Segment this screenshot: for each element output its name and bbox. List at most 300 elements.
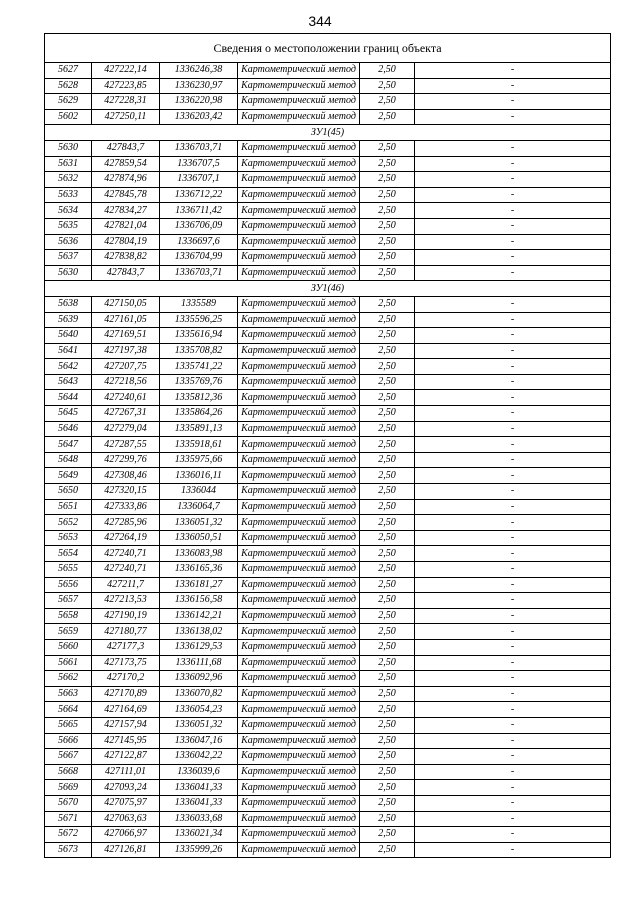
x-coordinate-cell: 427161,05 xyxy=(92,312,160,328)
description-cell: - xyxy=(415,655,611,671)
table-row xyxy=(45,499,611,515)
y-coordinate-cell: 1336707,5 xyxy=(160,156,238,172)
x-coordinate-cell: 427308,46 xyxy=(92,468,160,484)
y-coordinate-cell: 1336697,6 xyxy=(160,234,238,250)
point-number-cell: 5640 xyxy=(45,328,92,344)
y-coordinate-cell: 1335708,82 xyxy=(160,343,238,359)
x-coordinate-cell: 427223,85 xyxy=(92,78,160,94)
y-coordinate-cell: 1336042,22 xyxy=(160,749,238,765)
method-cell: Картометрический метод xyxy=(238,764,360,780)
accuracy-cell: 2,50 xyxy=(360,842,415,858)
point-number-cell: 5645 xyxy=(45,406,92,422)
y-coordinate-cell: 1336711,42 xyxy=(160,203,238,219)
point-number-cell: 5655 xyxy=(45,562,92,578)
table-row xyxy=(45,359,611,375)
point-number-cell: 5630 xyxy=(45,140,92,156)
method-cell: Картометрический метод xyxy=(238,671,360,687)
y-coordinate-cell: 1336051,32 xyxy=(160,717,238,733)
table-row xyxy=(45,764,611,780)
method-cell: Картометрический метод xyxy=(238,795,360,811)
point-number-cell: 5637 xyxy=(45,250,92,266)
method-cell: Картометрический метод xyxy=(238,234,360,250)
method-cell: Картометрический метод xyxy=(238,827,360,843)
y-coordinate-cell: 1336703,71 xyxy=(160,140,238,156)
accuracy-cell: 2,50 xyxy=(360,515,415,531)
y-coordinate-cell: 1336246,38 xyxy=(160,63,238,79)
description-cell: - xyxy=(415,63,611,79)
table-row xyxy=(45,406,611,422)
table-row xyxy=(45,187,611,203)
description-cell: - xyxy=(415,764,611,780)
point-number-cell: 5659 xyxy=(45,624,92,640)
method-cell: Картометрический метод xyxy=(238,94,360,110)
method-cell: Картометрический метод xyxy=(238,717,360,733)
table-row xyxy=(45,265,611,281)
description-cell: - xyxy=(415,94,611,110)
x-coordinate-cell: 427075,97 xyxy=(92,795,160,811)
method-cell: Картометрический метод xyxy=(238,250,360,266)
y-coordinate-cell: 1335812,36 xyxy=(160,390,238,406)
table-row xyxy=(45,655,611,671)
y-coordinate-cell: 1336083,98 xyxy=(160,546,238,562)
point-number-cell: 5652 xyxy=(45,515,92,531)
table-row xyxy=(45,421,611,437)
accuracy-cell: 2,50 xyxy=(360,94,415,110)
accuracy-cell: 2,50 xyxy=(360,296,415,312)
x-coordinate-cell: 427285,96 xyxy=(92,515,160,531)
section-row xyxy=(45,281,611,297)
accuracy-cell: 2,50 xyxy=(360,530,415,546)
table-caption: Сведения о местоположении границ объекта xyxy=(45,34,611,63)
x-coordinate-cell: 427177,3 xyxy=(92,639,160,655)
description-cell: - xyxy=(415,187,611,203)
point-number-cell: 5642 xyxy=(45,359,92,375)
accuracy-cell: 2,50 xyxy=(360,639,415,655)
page-number: 344 xyxy=(308,13,332,29)
accuracy-cell: 2,50 xyxy=(360,827,415,843)
description-cell: - xyxy=(415,484,611,500)
table-row xyxy=(45,671,611,687)
y-coordinate-cell: 1336220,98 xyxy=(160,94,238,110)
method-cell: Картометрический метод xyxy=(238,686,360,702)
method-cell: Картометрический метод xyxy=(238,484,360,500)
x-coordinate-cell: 427126,81 xyxy=(92,842,160,858)
method-cell: Картометрический метод xyxy=(238,452,360,468)
description-cell: - xyxy=(415,624,611,640)
method-cell: Картометрический метод xyxy=(238,546,360,562)
y-coordinate-cell: 1336051,32 xyxy=(160,515,238,531)
x-coordinate-cell: 427222,14 xyxy=(92,63,160,79)
description-cell: - xyxy=(415,686,611,702)
accuracy-cell: 2,50 xyxy=(360,733,415,749)
table-row xyxy=(45,234,611,250)
point-number-cell: 5639 xyxy=(45,312,92,328)
point-number-cell: 5627 xyxy=(45,63,92,79)
accuracy-cell: 2,50 xyxy=(360,702,415,718)
table-row xyxy=(45,343,611,359)
x-coordinate-cell: 427279,04 xyxy=(92,421,160,437)
table-row xyxy=(45,546,611,562)
point-number-cell: 5630 xyxy=(45,265,92,281)
point-number-cell: 5669 xyxy=(45,780,92,796)
description-cell: - xyxy=(415,468,611,484)
point-number-cell: 5663 xyxy=(45,686,92,702)
table-row xyxy=(45,639,611,655)
method-cell: Картометрический метод xyxy=(238,359,360,375)
description-cell: - xyxy=(415,218,611,234)
description-cell: - xyxy=(415,733,611,749)
y-coordinate-cell: 1336181,27 xyxy=(160,577,238,593)
accuracy-cell: 2,50 xyxy=(360,359,415,375)
y-coordinate-cell: 1336707,1 xyxy=(160,172,238,188)
y-coordinate-cell: 1336041,33 xyxy=(160,780,238,796)
point-number-cell: 5635 xyxy=(45,218,92,234)
point-number-cell: 5632 xyxy=(45,172,92,188)
description-cell: - xyxy=(415,421,611,437)
y-coordinate-cell: 1336050,51 xyxy=(160,530,238,546)
accuracy-cell: 2,50 xyxy=(360,406,415,422)
method-cell: Картометрический метод xyxy=(238,624,360,640)
point-number-cell: 5651 xyxy=(45,499,92,515)
y-coordinate-cell: 1335769,76 xyxy=(160,374,238,390)
method-cell: Картометрический метод xyxy=(238,468,360,484)
method-cell: Картометрический метод xyxy=(238,733,360,749)
x-coordinate-cell: 427843,7 xyxy=(92,140,160,156)
accuracy-cell: 2,50 xyxy=(360,562,415,578)
accuracy-cell: 2,50 xyxy=(360,468,415,484)
accuracy-cell: 2,50 xyxy=(360,452,415,468)
table-row xyxy=(45,686,611,702)
point-number-cell: 5653 xyxy=(45,530,92,546)
method-cell: Картометрический метод xyxy=(238,63,360,79)
accuracy-cell: 2,50 xyxy=(360,390,415,406)
y-coordinate-cell: 1336704,99 xyxy=(160,250,238,266)
point-number-cell: 5661 xyxy=(45,655,92,671)
x-coordinate-cell: 427207,75 xyxy=(92,359,160,375)
accuracy-cell: 2,50 xyxy=(360,811,415,827)
description-cell: - xyxy=(415,780,611,796)
point-number-cell: 5656 xyxy=(45,577,92,593)
description-cell: - xyxy=(415,749,611,765)
table-row xyxy=(45,515,611,531)
point-number-cell: 5673 xyxy=(45,842,92,858)
y-coordinate-cell: 1336230,97 xyxy=(160,78,238,94)
description-cell: - xyxy=(415,140,611,156)
method-cell: Картометрический метод xyxy=(238,203,360,219)
accuracy-cell: 2,50 xyxy=(360,374,415,390)
method-cell: Картометрический метод xyxy=(238,343,360,359)
point-number-cell: 5641 xyxy=(45,343,92,359)
description-cell: - xyxy=(415,530,611,546)
x-coordinate-cell: 427821,04 xyxy=(92,218,160,234)
point-number-cell: 5664 xyxy=(45,702,92,718)
x-coordinate-cell: 427299,76 xyxy=(92,452,160,468)
x-coordinate-cell: 427211,7 xyxy=(92,577,160,593)
y-coordinate-cell: 1336044 xyxy=(160,484,238,500)
y-coordinate-cell: 1336142,21 xyxy=(160,608,238,624)
point-number-cell: 5650 xyxy=(45,484,92,500)
table-row xyxy=(45,63,611,79)
y-coordinate-cell: 1336033,68 xyxy=(160,811,238,827)
accuracy-cell: 2,50 xyxy=(360,546,415,562)
table-row xyxy=(45,468,611,484)
table-row xyxy=(45,484,611,500)
description-cell: - xyxy=(415,562,611,578)
y-coordinate-cell: 1336111,68 xyxy=(160,655,238,671)
table-row xyxy=(45,842,611,858)
accuracy-cell: 2,50 xyxy=(360,593,415,609)
y-coordinate-cell: 1335616,94 xyxy=(160,328,238,344)
y-coordinate-cell: 1336016,11 xyxy=(160,468,238,484)
point-number-cell: 5666 xyxy=(45,733,92,749)
x-coordinate-cell: 427170,89 xyxy=(92,686,160,702)
description-cell: - xyxy=(415,499,611,515)
x-coordinate-cell: 427180,77 xyxy=(92,624,160,640)
description-cell: - xyxy=(415,639,611,655)
description-cell: - xyxy=(415,608,611,624)
x-coordinate-cell: 427157,94 xyxy=(92,717,160,733)
x-coordinate-cell: 427145,95 xyxy=(92,733,160,749)
accuracy-cell: 2,50 xyxy=(360,328,415,344)
point-number-cell: 5636 xyxy=(45,234,92,250)
accuracy-cell: 2,50 xyxy=(360,140,415,156)
y-coordinate-cell: 1336021,34 xyxy=(160,827,238,843)
x-coordinate-cell: 427267,31 xyxy=(92,406,160,422)
description-cell: - xyxy=(415,546,611,562)
y-coordinate-cell: 1336054,23 xyxy=(160,702,238,718)
description-cell: - xyxy=(415,234,611,250)
table-row xyxy=(45,749,611,765)
table-row xyxy=(45,109,611,125)
point-number-cell: 5628 xyxy=(45,78,92,94)
method-cell: Картометрический метод xyxy=(238,608,360,624)
x-coordinate-cell: 427333,86 xyxy=(92,499,160,515)
method-cell: Картометрический метод xyxy=(238,702,360,718)
point-number-cell: 5602 xyxy=(45,109,92,125)
x-coordinate-cell: 427874,96 xyxy=(92,172,160,188)
x-coordinate-cell: 427804,19 xyxy=(92,234,160,250)
x-coordinate-cell: 427173,75 xyxy=(92,655,160,671)
accuracy-cell: 2,50 xyxy=(360,795,415,811)
accuracy-cell: 2,50 xyxy=(360,686,415,702)
y-coordinate-cell: 1335741,22 xyxy=(160,359,238,375)
table-row xyxy=(45,452,611,468)
y-coordinate-cell: 1336706,09 xyxy=(160,218,238,234)
point-number-cell: 5647 xyxy=(45,437,92,453)
description-cell: - xyxy=(415,328,611,344)
method-cell: Картометрический метод xyxy=(238,842,360,858)
table-row xyxy=(45,374,611,390)
method-cell: Картометрический метод xyxy=(238,515,360,531)
x-coordinate-cell: 427845,78 xyxy=(92,187,160,203)
x-coordinate-cell: 427063,63 xyxy=(92,811,160,827)
method-cell: Картометрический метод xyxy=(238,328,360,344)
y-coordinate-cell: 1336092,96 xyxy=(160,671,238,687)
table-row xyxy=(45,390,611,406)
x-coordinate-cell: 427250,11 xyxy=(92,109,160,125)
x-coordinate-cell: 427093,24 xyxy=(92,780,160,796)
point-number-cell: 5660 xyxy=(45,639,92,655)
y-coordinate-cell: 1335596,25 xyxy=(160,312,238,328)
x-coordinate-cell: 427197,38 xyxy=(92,343,160,359)
table-row xyxy=(45,811,611,827)
point-number-cell: 5631 xyxy=(45,156,92,172)
method-cell: Картометрический метод xyxy=(238,406,360,422)
method-cell: Картометрический метод xyxy=(238,780,360,796)
accuracy-cell: 2,50 xyxy=(360,437,415,453)
table-row xyxy=(45,733,611,749)
y-coordinate-cell: 1335864,26 xyxy=(160,406,238,422)
x-coordinate-cell: 427320,15 xyxy=(92,484,160,500)
description-cell: - xyxy=(415,343,611,359)
description-cell: - xyxy=(415,390,611,406)
x-coordinate-cell: 427264,19 xyxy=(92,530,160,546)
x-coordinate-cell: 427164,69 xyxy=(92,702,160,718)
x-coordinate-cell: 427859,54 xyxy=(92,156,160,172)
y-coordinate-cell: 1336041,33 xyxy=(160,795,238,811)
method-cell: Картометрический метод xyxy=(238,562,360,578)
point-number-cell: 5667 xyxy=(45,749,92,765)
table-row xyxy=(45,203,611,219)
point-number-cell: 5648 xyxy=(45,452,92,468)
method-cell: Картометрический метод xyxy=(238,312,360,328)
description-cell: - xyxy=(415,702,611,718)
description-cell: - xyxy=(415,359,611,375)
point-number-cell: 5658 xyxy=(45,608,92,624)
table-row xyxy=(45,530,611,546)
method-cell: Картометрический метод xyxy=(238,577,360,593)
method-cell: Картометрический метод xyxy=(238,140,360,156)
point-number-cell: 5668 xyxy=(45,764,92,780)
point-number-cell: 5662 xyxy=(45,671,92,687)
description-cell: - xyxy=(415,437,611,453)
description-cell: - xyxy=(415,374,611,390)
x-coordinate-cell: 427111,01 xyxy=(92,764,160,780)
description-cell: - xyxy=(415,577,611,593)
accuracy-cell: 2,50 xyxy=(360,343,415,359)
description-cell: - xyxy=(415,452,611,468)
accuracy-cell: 2,50 xyxy=(360,671,415,687)
description-cell: - xyxy=(415,671,611,687)
x-coordinate-cell: 427240,71 xyxy=(92,562,160,578)
y-coordinate-cell: 1336039,6 xyxy=(160,764,238,780)
description-cell: - xyxy=(415,78,611,94)
x-coordinate-cell: 427150,05 xyxy=(92,296,160,312)
point-number-cell: 5629 xyxy=(45,94,92,110)
point-number-cell: 5654 xyxy=(45,546,92,562)
description-cell: - xyxy=(415,265,611,281)
y-coordinate-cell: 1335975,66 xyxy=(160,452,238,468)
table-row xyxy=(45,593,611,609)
point-number-cell: 5657 xyxy=(45,593,92,609)
table-row xyxy=(45,717,611,733)
x-coordinate-cell: 427213,53 xyxy=(92,593,160,609)
method-cell: Картометрический метод xyxy=(238,78,360,94)
x-coordinate-cell: 427218,56 xyxy=(92,374,160,390)
description-cell: - xyxy=(415,842,611,858)
method-cell: Картометрический метод xyxy=(238,593,360,609)
accuracy-cell: 2,50 xyxy=(360,187,415,203)
method-cell: Картометрический метод xyxy=(238,530,360,546)
x-coordinate-cell: 427287,55 xyxy=(92,437,160,453)
point-number-cell: 5646 xyxy=(45,421,92,437)
accuracy-cell: 2,50 xyxy=(360,172,415,188)
y-coordinate-cell: 1336203,42 xyxy=(160,109,238,125)
method-cell: Картометрический метод xyxy=(238,499,360,515)
x-coordinate-cell: 427066,97 xyxy=(92,827,160,843)
y-coordinate-cell: 1336712,22 xyxy=(160,187,238,203)
accuracy-cell: 2,50 xyxy=(360,717,415,733)
description-cell: - xyxy=(415,109,611,125)
y-coordinate-cell: 1335589 xyxy=(160,296,238,312)
table-row xyxy=(45,608,611,624)
accuracy-cell: 2,50 xyxy=(360,234,415,250)
method-cell: Картометрический метод xyxy=(238,421,360,437)
table-row xyxy=(45,328,611,344)
table-row xyxy=(45,795,611,811)
table-row xyxy=(45,577,611,593)
table-row xyxy=(45,562,611,578)
accuracy-cell: 2,50 xyxy=(360,577,415,593)
table-caption-row xyxy=(45,34,611,63)
table-row xyxy=(45,218,611,234)
point-number-cell: 5665 xyxy=(45,717,92,733)
y-coordinate-cell: 1336070,82 xyxy=(160,686,238,702)
x-coordinate-cell: 427228,31 xyxy=(92,94,160,110)
accuracy-cell: 2,50 xyxy=(360,780,415,796)
point-number-cell: 5672 xyxy=(45,827,92,843)
method-cell: Картометрический метод xyxy=(238,811,360,827)
x-coordinate-cell: 427190,19 xyxy=(92,608,160,624)
section-label: ЗУ1(46) xyxy=(45,281,611,297)
description-cell: - xyxy=(415,406,611,422)
x-coordinate-cell: 427240,61 xyxy=(92,390,160,406)
x-coordinate-cell: 427834,27 xyxy=(92,203,160,219)
method-cell: Картометрический метод xyxy=(238,390,360,406)
x-coordinate-cell: 427240,71 xyxy=(92,546,160,562)
table-row xyxy=(45,250,611,266)
accuracy-cell: 2,50 xyxy=(360,312,415,328)
accuracy-cell: 2,50 xyxy=(360,764,415,780)
accuracy-cell: 2,50 xyxy=(360,608,415,624)
accuracy-cell: 2,50 xyxy=(360,250,415,266)
y-coordinate-cell: 1335999,26 xyxy=(160,842,238,858)
accuracy-cell: 2,50 xyxy=(360,421,415,437)
description-cell: - xyxy=(415,296,611,312)
description-cell: - xyxy=(415,250,611,266)
y-coordinate-cell: 1336703,71 xyxy=(160,265,238,281)
x-coordinate-cell: 427843,7 xyxy=(92,265,160,281)
method-cell: Картометрический метод xyxy=(238,639,360,655)
method-cell: Картометрический метод xyxy=(238,265,360,281)
method-cell: Картометрический метод xyxy=(238,109,360,125)
method-cell: Картометрический метод xyxy=(238,156,360,172)
accuracy-cell: 2,50 xyxy=(360,63,415,79)
method-cell: Картометрический метод xyxy=(238,172,360,188)
description-cell: - xyxy=(415,827,611,843)
table-row xyxy=(45,94,611,110)
y-coordinate-cell: 1336047,16 xyxy=(160,733,238,749)
y-coordinate-cell: 1335891,13 xyxy=(160,421,238,437)
y-coordinate-cell: 1336156,58 xyxy=(160,593,238,609)
table-row xyxy=(45,827,611,843)
y-coordinate-cell: 1335918,61 xyxy=(160,437,238,453)
description-cell: - xyxy=(415,312,611,328)
table-row xyxy=(45,780,611,796)
point-number-cell: 5670 xyxy=(45,795,92,811)
description-cell: - xyxy=(415,515,611,531)
accuracy-cell: 2,50 xyxy=(360,109,415,125)
